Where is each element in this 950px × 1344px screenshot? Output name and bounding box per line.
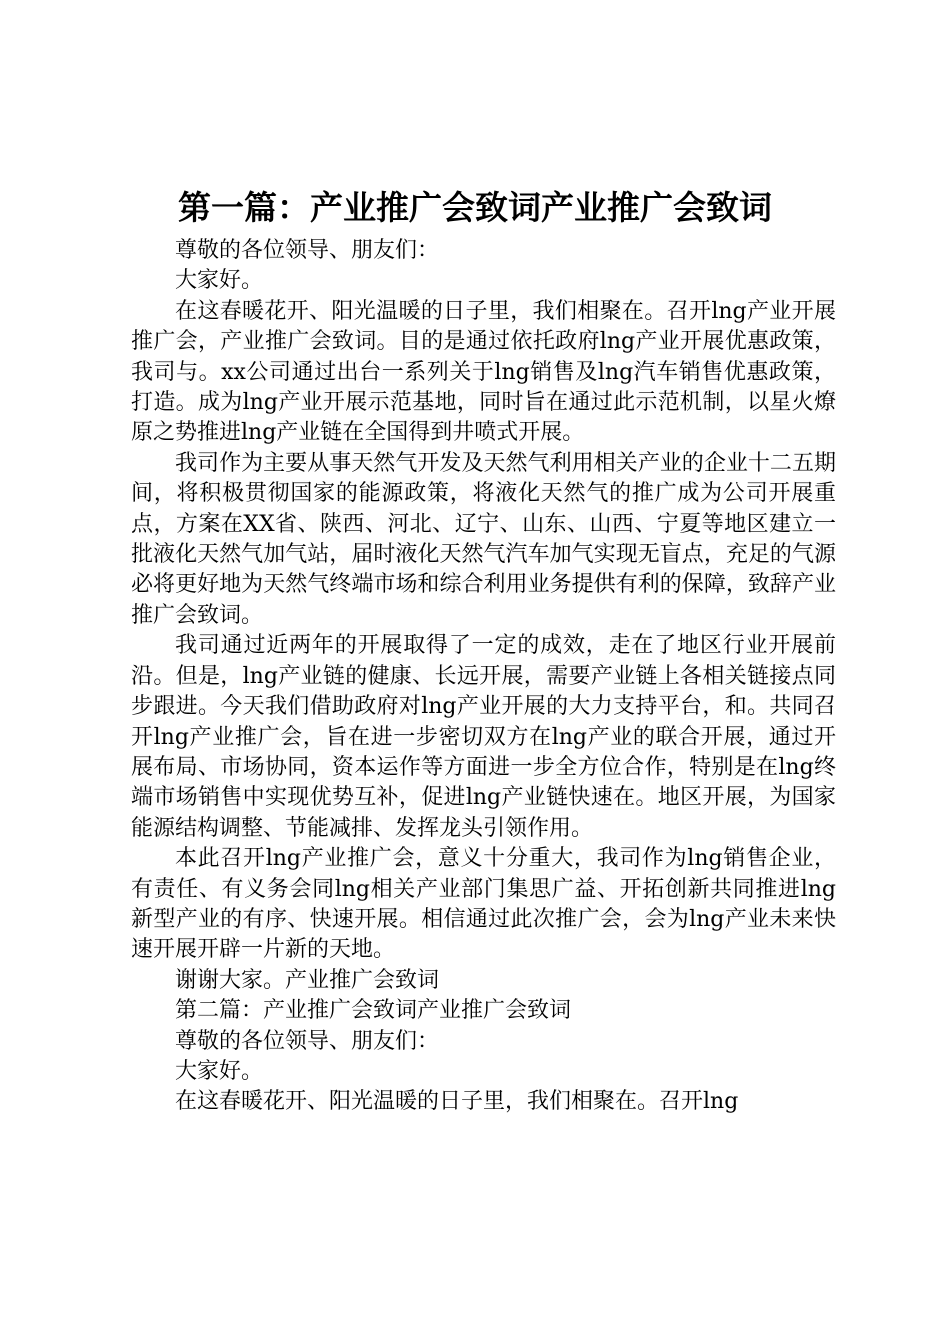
- document-title: 第一篇：产业推广会致词产业推广会致词: [178, 188, 772, 227]
- paragraph: 在这春暖花开、阳光温暖的日子里，我们相聚在。召开lng: [175, 1089, 739, 1115]
- paragraph: 本此召开lng产业推广会，意义十分重大，我司作为lng销售企业，有责任、有义务会同lng相关产业部门集思广益、开拓创新共同推进lng新型产业的有序、快速开展。相信通过此次推广会，会为lng产业未来快速开展开辟一片新的天地。: [131, 846, 836, 963]
- paragraph: 尊敬的各位领导、朋友们：: [175, 238, 440, 263]
- paragraph: 大家好。: [175, 268, 264, 294]
- document-body: [131, 236, 836, 1118]
- paragraph: 第二篇：产业推广会致词产业推广会致词: [175, 998, 572, 1024]
- paragraph: 我司作为主要从事天然气开发及天然气利用相关产业的企业十二五期间，将积极贯彻国家的能源政策，将液化天然气的推广成为公司开展重点，方案在XX省、陕西、河北、辽宁、山东、山西、宁夏等地区建立一批液化天然气加气站，届时液化天然气汽车加气实现无盲点，充足的气源必将更好地为天然气终端市场和综合利用业务提供有利的保障，致辞产业推广会致词。: [131, 450, 836, 628]
- paragraph: 尊敬的各位领导、朋友们：: [175, 1028, 440, 1054]
- paragraph: 我司通过近两年的开展取得了一定的成效，走在了地区行业开展前沿。但是，lng产业链的健康、长远开展，需要产业链上各相关链接点同步跟进。今天我们借助政府对lng产业开展的大力支持平台，和。共同召开lng产业推广会，旨在进一步密切双方在lng产业的联合开展，通过开展布局、市场协同，资本运作等方面进一步全方位合作，特别是在lng终端市场销售中实现优势互补，促进lng产业链快速在。地区开展，为国家能源结构调整、节能减排、发挥龙头引领作用。: [131, 633, 836, 841]
- paragraph: 在这春暖花开、阳光温暖的日子里，我们相聚在。召开lng产业开展推广会，产业推广会致词。目的是通过依托政府lng产业开展优惠政策，我司与。xx公司通过出台一系列关于lng销售及lng汽车销售优惠政策，打造。成为lng产业开展示范基地，同时旨在通过此示范机制，以星火燎原之势推进lng产业链在全国得到井喷式开展。: [131, 298, 836, 446]
- paragraph: 谢谢大家。产业推广会致词: [175, 967, 440, 993]
- paragraph: 大家好。: [175, 1058, 264, 1084]
